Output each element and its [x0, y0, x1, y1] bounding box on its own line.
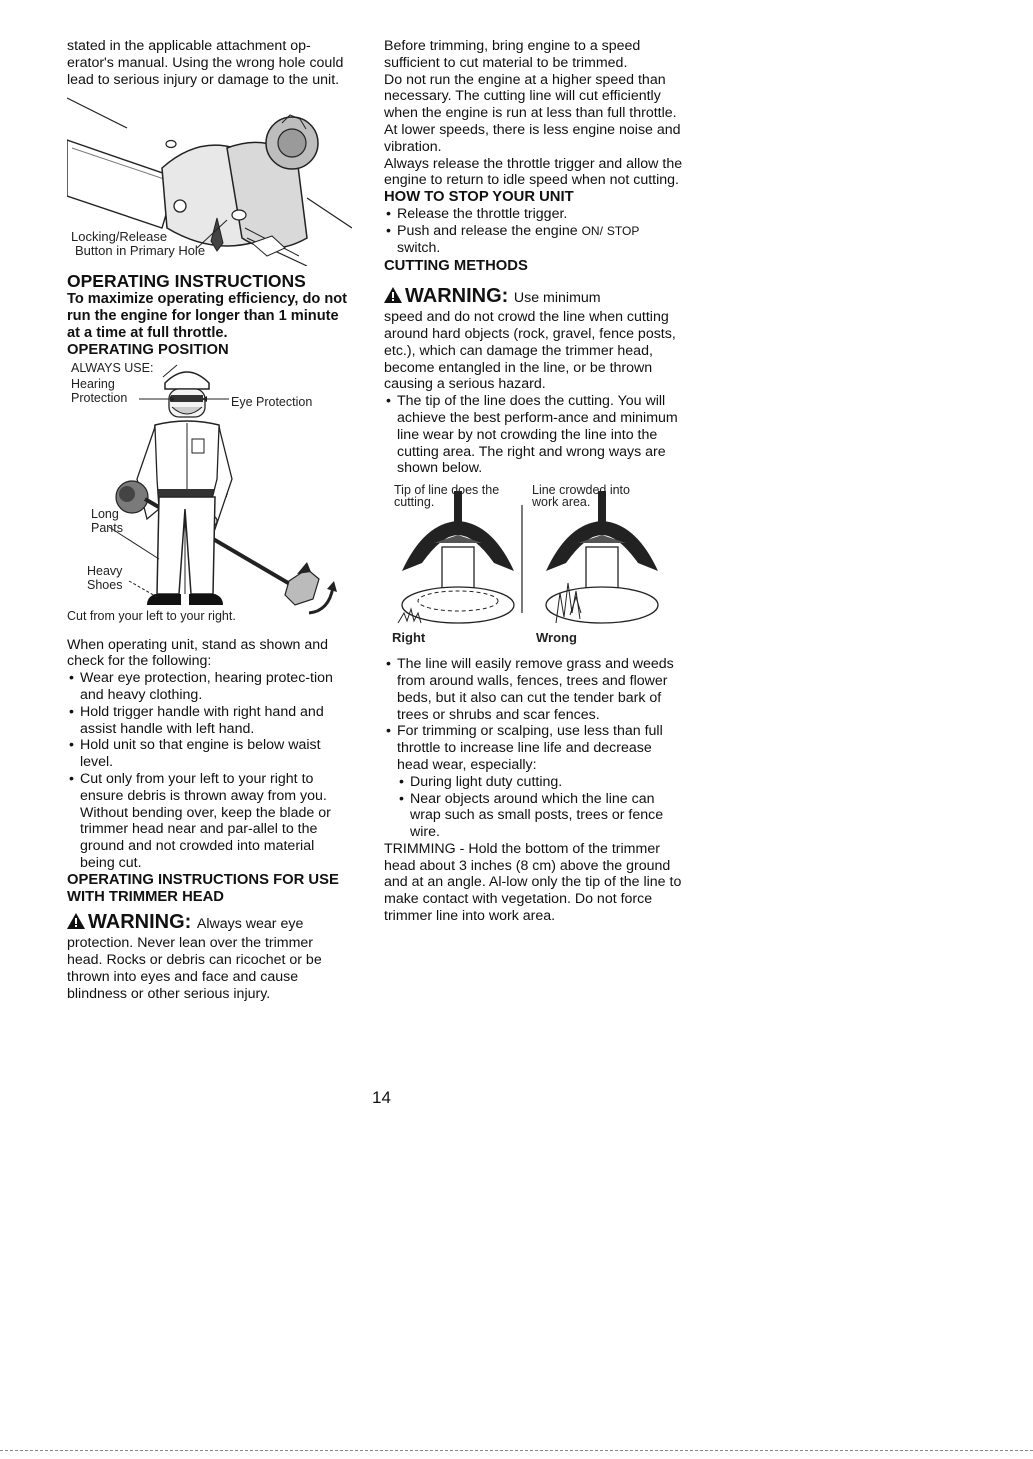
list-item: • The tip of the line does the cutting. You will achieve the best perform-ance and minimum line wear by not crowding the line into the cutting area. The right and wrong ways are shown below.	[384, 393, 684, 477]
warning-word: WARNING:	[88, 911, 192, 934]
stop-steps	[384, 206, 684, 256]
tip-label-line2: cutting.	[394, 495, 435, 510]
long-pants-label-line2: Pants	[91, 520, 123, 535]
warning-heading-right	[384, 285, 684, 309]
when-operating-text: When operating unit, stand as shown and check for the following:	[67, 636, 329, 670]
operating-position-heading: OPERATING POSITION	[67, 341, 229, 358]
list-item: • Cut only from your left to your right to ensure debris is thrown away from you. Without bending over, keep the blade or trimmer head near and par-allel to the ground and not crowded into material being cut.	[67, 771, 352, 872]
release-throttle-text: Always release the throttle trigger and allow the engine to return to idle speed when not cutting.	[384, 155, 683, 189]
stop-unit-heading: HOW TO STOP YOUR UNIT	[384, 189, 574, 206]
hearing-label-line2: Protection	[71, 390, 128, 405]
list-item: • For trimming or scalping, use less than full throttle to increase line life and decrease head wear, especially:	[384, 723, 684, 773]
warning-triangle-icon	[384, 287, 402, 303]
eye-protection-label: Eye Protection	[231, 394, 313, 409]
coupler-figure	[67, 88, 352, 266]
always-use-label: ALWAYS USE:	[71, 360, 154, 375]
wrong-label: Wrong	[536, 630, 577, 646]
efficiency-note: To maximize operating efficiency, do not run the engine for longer than 1 minute at a time at full throttle.	[67, 291, 348, 341]
list-item: • Hold unit so that engine is below waist level.	[67, 737, 352, 771]
list-item: • The line will easily remove grass and weeds from around walls, fences, trees and flower beds, but it also can cut the tender bark of trees or shrubs and scar fences.	[384, 656, 684, 723]
on-stop-label: ON/	[581, 223, 603, 238]
stop-label: STOP	[606, 223, 640, 238]
list-item: • During light duty cutting.	[397, 774, 684, 791]
right-wrong-figure	[384, 483, 684, 648]
crowded-label-line2: work area.	[532, 495, 591, 510]
warning-heading-left	[67, 911, 352, 935]
warning-inline-text: Always wear eye	[196, 916, 304, 933]
crowded-label-line1: Line crowded into	[532, 483, 630, 498]
cutting-methods-heading: CUTTING METHODS	[384, 258, 528, 275]
list-item: • Hold trigger handle with right hand and assist handle with left hand.	[67, 704, 352, 738]
intro-text: stated in the applicable attachment op-erator's manual. Using the wrong hole could lead to serious injury or damage to the unit.	[67, 38, 344, 88]
long-pants-label-line1: Long	[91, 506, 119, 521]
bottom-divider	[0, 1450, 1033, 1451]
warning-word: WARNING:	[405, 285, 509, 308]
locking-label-line1: Locking/Release	[71, 229, 168, 245]
list-item: • Push and release the engine ON/ STOP switch.	[384, 223, 684, 257]
warning-text-left: protection. Never lean over the trimmer head. Rocks or debris can ricochet or be thrown into eyes and face and cause blindness or other serious injury.	[67, 935, 322, 1002]
operating-checklist	[67, 670, 352, 872]
operator-figure	[67, 359, 352, 629]
list-item: • Near objects around which the line can wrap such as small posts, trees or fence wire.	[397, 791, 684, 841]
operating-instructions-heading: OPERATING INSTRUCTIONS	[67, 271, 306, 292]
engine-speed-text: Do not run the engine at a higher speed than necessary. The cutting line will cut efficiently when the engine is run at less than full throttle. At lower speeds, there is less engine noise and vibration.	[384, 71, 681, 155]
list-item: • Release the throttle trigger.	[384, 206, 684, 223]
locking-label-line2: Button in Primary Hole	[75, 243, 206, 259]
before-trimming-text: Before trimming, bring engine to a speed sufficient to cut material to be trimmed.	[384, 38, 641, 71]
hearing-label-line1: Hearing	[71, 376, 115, 391]
right-label: Right	[392, 630, 426, 646]
heavy-shoes-label-line2: Shoes	[87, 577, 123, 592]
tip-bullet-list	[384, 393, 684, 477]
warning-text-right: speed and do not crowd the line when cutting around hard objects (rock, gravel, fence posts, etc.), which can damage the trimmer head, become entangled in the line, or be thrown causing a serious hazard.	[384, 309, 676, 393]
page-number: 14	[372, 1088, 391, 1107]
trimmer-head-heading: OPERATING INSTRUCTIONS FOR USE WITH TRIMMER HEAD	[67, 871, 339, 905]
right-column	[384, 38, 684, 925]
warning-triangle-icon	[67, 913, 85, 929]
cutting-bullets	[384, 656, 684, 774]
list-item: • Wear eye protection, hearing protec-tion and heavy clothing.	[67, 670, 352, 704]
heavy-shoes-label-line1: Heavy	[87, 563, 123, 578]
warning-inline-text: Use minimum	[513, 290, 601, 307]
tip-label-line1: Tip of line does the	[394, 483, 500, 498]
left-column	[67, 38, 352, 1003]
trimming-text: TRIMMING - Hold the bottom of the trimmer head about 3 inches (8 cm) above the ground and at an angle. Al-low only the tip of the line to make contact with vegetation. Do not force trimmer line into work area.	[384, 840, 682, 925]
cut-direction-caption: Cut from your left to your right.	[67, 608, 236, 623]
cutting-sub-bullets	[384, 774, 684, 841]
